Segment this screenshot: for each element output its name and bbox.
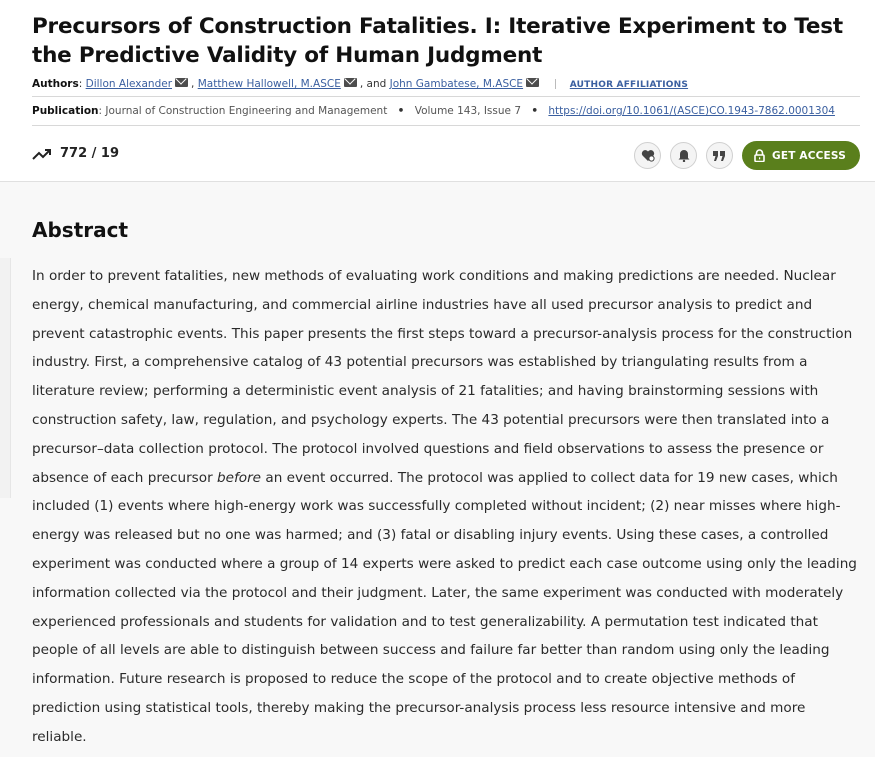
- action-toolbar: [634, 141, 860, 170]
- alert-bell-icon: [678, 149, 690, 162]
- divider: [32, 96, 860, 97]
- get-access-button[interactable]: [742, 141, 860, 170]
- article-title: Precursors of Construction Fatalities. I: Iterative Experiment to Test the Predictive Validity of Human Judgment: [32, 14, 843, 68]
- abstract-heading: Abstract: [32, 218, 129, 242]
- email-icon[interactable]: [175, 78, 188, 87]
- favorite-icon: [641, 149, 655, 162]
- article-header: [0, 0, 875, 182]
- authors-label: Authors: [32, 78, 79, 90]
- author-separator: ,: [191, 78, 198, 90]
- abstract-text-part-2: an event occurred. The protocol was applied to collect data for 19 new cases, which included (1) events where high-energy work was successfully completed without incident; (2) near misses where high-energy was released but no one was harmed; and (3) fatal or disabling injury events. Using these cases, a controlled experiment was conducted where a group of 14 experts were asked to predict each case outcome using only the leading information collected via the protocol and their judgment. Later, the same experiment was conducted with moderately experienced professionals and students for validation and to test generalizability. A permutation test indicated that people of all levels are able to distinguish between success and failure far better than random using only the leading information. Future research is proposed to reduce the scope of the protocol and to create objective methods of prediction using statistical tools, thereby making the precursor-analysis process less resource intensive and more reliable.: [32, 469, 857, 745]
- author-link-1[interactable]: Dillon Alexander: [85, 78, 173, 90]
- trending-up-icon: [32, 147, 52, 161]
- favorite-button[interactable]: [634, 142, 661, 169]
- author-affiliations-link[interactable]: AUTHOR AFFILIATIONS: [569, 80, 689, 90]
- email-icon[interactable]: [526, 78, 539, 87]
- get-access-label: GET ACCESS: [772, 149, 846, 162]
- lock-icon: [754, 149, 765, 162]
- cite-quote-icon: [713, 151, 726, 161]
- journal-name: Journal of Construction Engineering and Management: [105, 105, 388, 117]
- author-link-3[interactable]: John Gambatese, M.ASCE: [389, 78, 524, 90]
- side-panel-edge: [0, 258, 11, 498]
- cite-button[interactable]: [706, 142, 733, 169]
- author-link-2[interactable]: Matthew Hallowell, M.ASCE: [197, 78, 341, 90]
- divider: [555, 79, 556, 89]
- abstract-emphasis: before: [216, 469, 262, 486]
- abstract-text-part-1: In order to prevent fatalities, new methods of evaluating work conditions and making predictions are needed. Nuclear energy, chemical manufacturing, and commercial airline industries have all used precursor analysis to predict and prevent catastrophic events. This paper presents the first steps toward a precursor-analysis process for the construction industry. First, a comprehensive catalog of 43 potential precursors was established by triangulating results from a literature review; performing a deterministic event analysis of 21 fatalities; and having brainstorming sessions with construction safety, law, regulation, and psychology experts. The 43 potential precursors were then translated into a precursor–data collection protocol. The protocol involved questions and field observations to assess the presence or absence of each precursor: [32, 268, 853, 486]
- metrics-count: 772 / 19: [60, 146, 120, 161]
- bullet-separator: •: [531, 105, 539, 117]
- divider: [32, 125, 860, 126]
- author-separator: , and: [359, 78, 390, 90]
- volume-issue: Volume 143, Issue 7: [414, 105, 521, 117]
- abstract-text: [32, 262, 862, 752]
- doi-link[interactable]: https://doi.org/10.1061/(ASCE)CO.1943-7862.0001304: [548, 105, 835, 117]
- email-icon[interactable]: [344, 78, 357, 87]
- bullet-separator: •: [397, 105, 405, 117]
- publication-label: Publication: [32, 105, 99, 117]
- article-metrics[interactable]: [32, 146, 119, 161]
- alert-button[interactable]: [670, 142, 697, 169]
- authors-line: Authors: Dillon Alexander , Matthew Hallowell, M.ASCE , and John Gambatese, M.ASCE AUTHOR AFFILIATIONS: [32, 78, 689, 90]
- publication-line: Publication: Journal of Construction Engineering and Management • Volume 143, Issue 7 • https://doi.org/10.1061/(ASCE)CO.1943-7862.0001304: [32, 105, 835, 117]
